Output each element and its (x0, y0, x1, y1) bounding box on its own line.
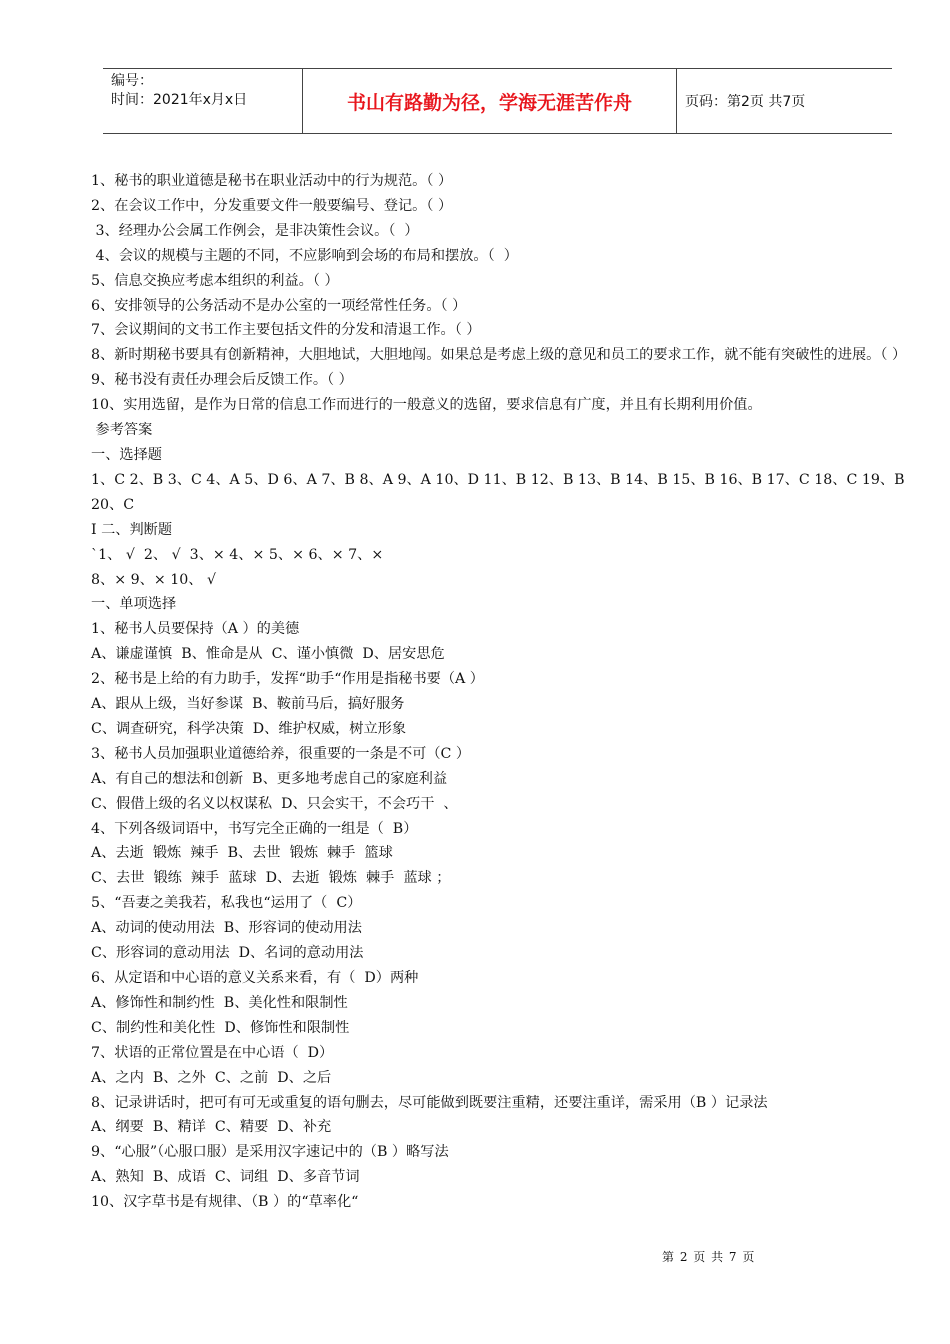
text-line: 3、秘书人员加强职业道德给养，很重要的一条是不可（C ） (91, 745, 471, 762)
text-line: A、之内 B、之外 C、之前 D、之后 (91, 1069, 332, 1086)
time-label: 时间：2021年x月x日 (111, 92, 248, 108)
page-header (103, 68, 892, 134)
text-line: 8、记录讲话时，把可有可无或重复的语句删去，尽可能做到既要注重精，还要注重详，需采用（B ）记录法 (91, 1094, 768, 1111)
text-line: 2、在会议工作中，分发重要文件一般要编号、登记。（ ） (91, 197, 453, 214)
header-page-code: 页码：第2页 共7页 (685, 94, 806, 110)
text-line: 9、“心服”（心服口服）是采用汉字速记中的（B ）略写法 (91, 1144, 449, 1161)
text-line: A、谦虚谨慎 B、惟命是从 C、谨小慎微 D、居安思危 (91, 646, 445, 663)
text-line: C、制约性和美化性 D、修饰性和限制性 (91, 1019, 350, 1036)
text-line: A、动词的使动用法 B、形容词的使动用法 (91, 920, 362, 937)
text-line: A、有自己的想法和创新 B、更多地考虑自己的家庭利益 (91, 770, 448, 787)
text-line: 7、会议期间的文书工作主要包括文件的分发和清退工作。（ ） (91, 322, 481, 339)
text-line: 1、秘书的职业道德是秘书在职业活动中的行为规范。（ ） (91, 173, 453, 189)
text-line: C、调查研究，科学决策 D、维护权威，树立形象 (91, 720, 407, 737)
text-line: 6、从定语和中心语的意义关系来看，有（ D）两种 (91, 970, 419, 986)
text-line: 10、实用选留，是作为日常的信息工作而进行的一般意义的选留，要求信息有广度，并且有长期利用价值。 (91, 397, 762, 414)
answer-line: `1、 √ 2、 √ 3、× 4、× 5、× 6、× 7、× (91, 546, 384, 563)
section-heading: 一、选择题 (91, 446, 162, 463)
text-line: 4、下列各级词语中，书写完全正确的一组是（ B） (91, 820, 418, 837)
text-line: 5、信息交换应考虑本组织的利益。（ ） (91, 272, 339, 289)
text-line: A、跟从上级，当好参谋 B、鞍前马后，搞好服务 (91, 696, 405, 713)
text-line: 2、秘书是上给的有力助手，发挥“助手“作用是指秘书要（A ） (91, 671, 484, 688)
section-heading: I 二、判断题 (91, 521, 173, 538)
text-line: 3、经理办公会属工作例会，是非决策性会议。（ ） (91, 222, 419, 239)
answer-line: 8、× 9、× 10、 √ (91, 571, 217, 588)
text-line: C、形容词的意动用法 D、名词的意动用法 (91, 945, 364, 962)
text-line: 9、秘书没有责任办理会后反馈工作。（ ） (91, 372, 353, 389)
text-line: 7、状语的正常位置是在中心语（ D） (91, 1044, 334, 1061)
header-motto: 书山有路勤为径，学海无涯苦作舟 (303, 69, 677, 133)
text-line: 5、“吾妻之美我若，私我也“运用了（ C） (91, 895, 362, 912)
text-line: C、假借上级的名义以权谋私 D、只会实干，不会巧干 、 (91, 795, 458, 812)
text-line: 6、安排领导的公务活动不是办公室的一项经常性任务。（ ） (91, 297, 467, 314)
answer-line: 1、C 2、B 3、C 4、A 5、D 6、A 7、B 8、A 9、A 10、D 11、B 12、B 13、B 14、B 15、B 16、B 17、C 18、C 19、B 20、C (91, 471, 905, 513)
header-meta (103, 69, 303, 133)
section-heading: 参考答案 (91, 422, 153, 439)
page-footer: 第 2 页 共 7 页 (662, 1250, 756, 1264)
text-line: A、修饰性和制约性 B、美化性和限制性 (91, 994, 348, 1011)
section-heading: 一、单项选择 (91, 596, 177, 613)
text-line: A、熟知 B、成语 C、词组 D、多音节词 (91, 1169, 360, 1186)
text-line: 1、秘书人员要保持（A ）的美德 (91, 621, 300, 638)
text-line: 8、新时期秘书要具有创新精神，大胆地试，大胆地闯。如果总是考虑上级的意见和员工的要求工作，就不能有突破性的进展。（ ） (91, 347, 907, 364)
text-line: A、纲要 B、精详 C、精要 D、补充 (91, 1119, 332, 1136)
text-line: C、去世 锻练 辣手 蓝球 D、去逝 锻炼 棘手 蓝球 ； (91, 870, 451, 887)
text-line: 4、会议的规模与主题的不同，不应影响到会场的布局和摆放。（ ） (91, 247, 518, 264)
text-line: A、去逝 锻炼 辣手 B、去世 锻炼 棘手 篮球 (91, 845, 393, 862)
number-label: 编号： (111, 73, 153, 89)
text-line: 10、汉字草书是有规律、（B ）的“草率化“ (91, 1194, 359, 1211)
document-body (91, 169, 906, 1215)
